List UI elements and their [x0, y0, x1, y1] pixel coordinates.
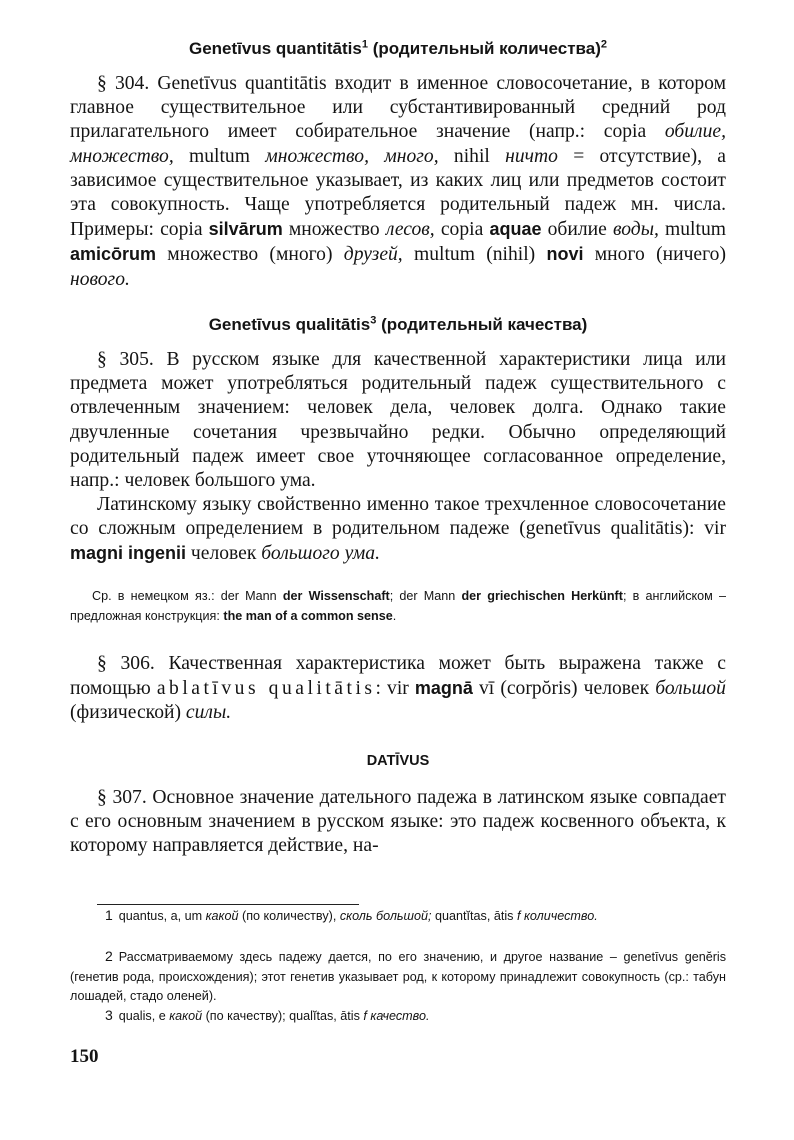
page-number: 150: [70, 1046, 99, 1067]
bold-text: magnā: [414, 678, 473, 699]
italic-text: лесов,: [385, 219, 435, 241]
italic-text: друзей,: [343, 244, 403, 266]
heading-text: DATĪVUS: [366, 753, 430, 769]
text: множество (много): [156, 244, 344, 266]
text: ; der Mann: [389, 589, 462, 603]
text: человек: [186, 543, 262, 565]
bold-text: der Wissenschaft: [282, 589, 390, 603]
paragraph-305: [70, 348, 726, 493]
bold-text: magni ingenii: [70, 543, 187, 564]
footnote-ref-1: 1: [361, 38, 368, 51]
section-heading-quantitatis: [70, 38, 726, 60]
section-heading-qualitatis: [70, 314, 726, 336]
italic-text: сколь большой;: [339, 909, 432, 923]
italic-text: большого ума.: [261, 543, 380, 565]
footnote-1: [70, 906, 726, 927]
text: много (ничего): [583, 244, 726, 266]
heading-rest: (родительный количества): [367, 39, 601, 58]
paragraph-307: [70, 786, 726, 859]
text: quantĭtas, ātis: [431, 909, 517, 923]
text: обилие: [541, 219, 613, 241]
heading-text: Genetīvus qualitātis: [208, 315, 371, 334]
italic-text: какой: [205, 909, 239, 923]
spaced-text: ablatīvus qualitātis: [156, 678, 376, 700]
italic-text: ничто: [505, 145, 558, 167]
bold-text: amicōrum: [70, 244, 157, 265]
italic-text: множество, много,: [265, 145, 439, 167]
text: Рассматриваемому здесь падежу дается, по его значению, и другое название – genetīvus genĕris (генетив рода, происхождения); этот генетив указывает род, к которому принадлежит совокупность (ср.: табун лошадей, стадо оленей).: [70, 950, 726, 1003]
footnote-3: [70, 1006, 726, 1027]
footnote-ref-3: 3: [370, 314, 377, 327]
bold-text: silvārum: [208, 219, 283, 240]
text: множество: [282, 219, 386, 241]
text: .: [392, 609, 397, 623]
section-heading-dativus: [70, 750, 726, 772]
text: multum: [658, 219, 726, 241]
text: (по качеству); qualĭtas, ātis: [202, 1009, 364, 1023]
italic-text: воды,: [613, 219, 659, 241]
paragraph-305-continued: [70, 493, 726, 567]
bold-text: novi: [546, 244, 584, 265]
text: § 305. В русском языке для качественной характеристики лица или предмета может употребляться родительный падеж существительного с отвлеченным значением: человек дела, человек долга. Однако такие двучленные сочетания чрезвычайно редки. Обычно определяющий родительный падеж имеет свое уточняющее согласованное определение, напр.: человек большого ума.: [70, 349, 726, 492]
text: : vir: [375, 678, 415, 700]
italic-text: большой: [655, 678, 726, 700]
italic-text: f количество.: [516, 909, 598, 923]
text: qualis, e: [118, 1009, 170, 1023]
italic-text: силы.: [185, 702, 232, 724]
footnote-ref-2: 2: [600, 38, 607, 51]
footnote-number: 1: [105, 907, 113, 923]
heading-text: Genetīvus quantitātis: [188, 39, 362, 58]
paragraph-306: [70, 652, 726, 726]
text: nihil: [438, 145, 506, 167]
text: vī (corpŏris) человек: [472, 678, 656, 700]
footnote-divider: [97, 904, 359, 905]
text: copia: [434, 219, 490, 241]
italic-text: обилие, множество,: [70, 121, 726, 167]
text: (физической): [70, 702, 186, 724]
text: § 307. Основное значение дательного падежа в латинском языке совпадает с его основным значением в русском языке: это падеж косвенного объекта, к которому направляется действие, на-: [70, 787, 726, 857]
text: quantus, a, um: [118, 909, 206, 923]
footnote-number: 3: [105, 1007, 113, 1023]
bold-text: the man of a common sense: [223, 609, 393, 623]
text: multum: [173, 145, 266, 167]
italic-text: какой: [169, 1009, 203, 1023]
heading-rest: (родительный качества): [376, 315, 588, 334]
text: (по количеству),: [238, 909, 340, 923]
paragraph-304: [70, 72, 726, 292]
bold-text: der griechischen Herkünft: [461, 589, 623, 603]
italic-text: f качество.: [363, 1009, 430, 1023]
text: § 304. Genetīvus quantitātis входит в именное словосочетание, в котором главное существительное или субстантивированный средний род прилагательного имеет собирательное значение (напр.: copia: [70, 73, 726, 143]
text: multum (nihil): [402, 244, 547, 266]
footnote-number: 2: [105, 948, 113, 964]
footnote-2: [70, 947, 726, 1007]
text: Ср. в немецком яз.: der Mann: [92, 589, 283, 603]
text: = отсутствие), а зависимое существительное указывает, из каких лиц или предметов состоит эта совокупность. Чаще употребляется родительный падеж мн. числа. Примеры: copia: [70, 145, 726, 241]
text: § 306. Качественная характеристика может быть выражена также с помощью: [70, 653, 726, 700]
text: Латинскому языку свойственно именно такое трехчленное словосочетание со сложным определением в родительном падеже (genetīvus qualitātis): vir: [70, 494, 726, 540]
comparison-note: [70, 586, 726, 626]
bold-text: aquae: [489, 219, 542, 240]
text: ; в английском – предложная конструкция:: [70, 589, 726, 623]
italic-text: нового.: [70, 268, 130, 290]
